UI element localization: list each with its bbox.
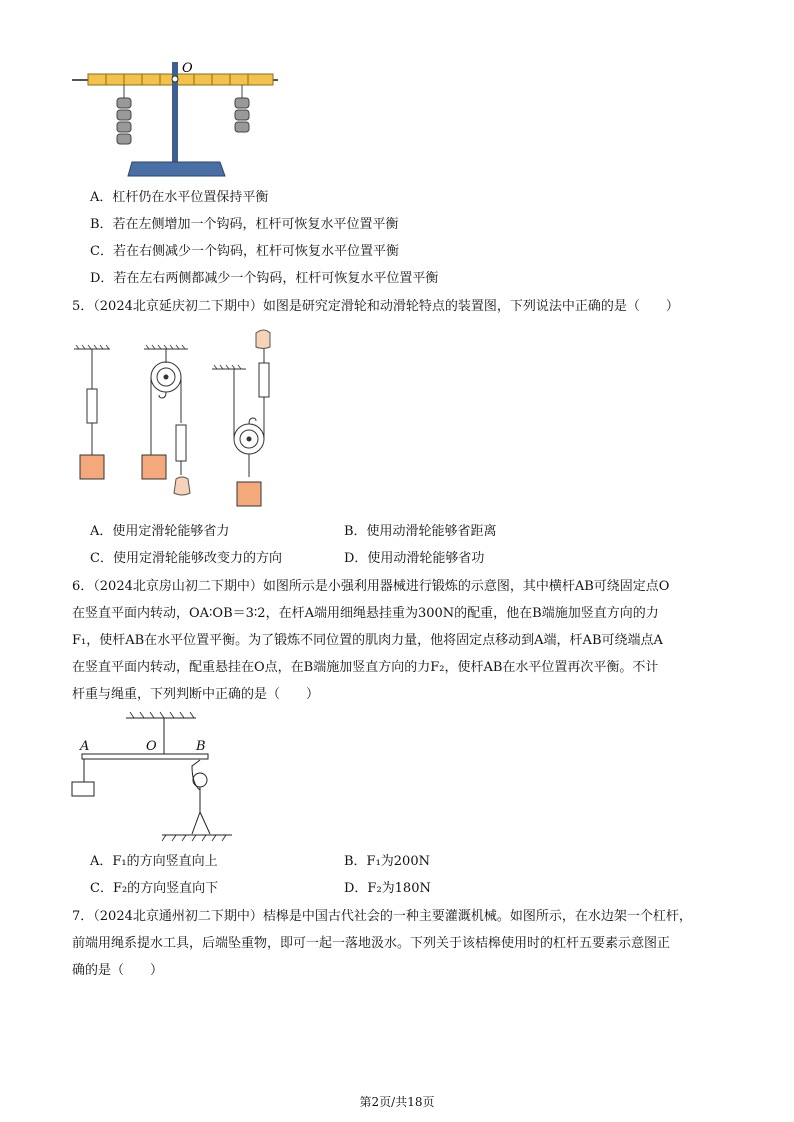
q6-stem-line-2: 在竖直平面内转动，OA∶OB＝3∶2，在杆A端用细绳悬挂重为300N的配重，他在B端施加竖直方向的力 (72, 606, 659, 621)
q4-option-a[interactable]: A．杠杆仍在水平位置保持平衡 (90, 190, 269, 205)
q4-figure (70, 58, 290, 183)
q5-stem: 5．（2024北京延庆初二下期中）如图是研究定滑轮和动滑轮特点的装置图，下列说法中正确的是（ ） (72, 299, 679, 314)
q4-option-d[interactable]: D．若在左右两侧都减少一个钩码，杠杆可恢复水平位置平衡 (90, 271, 439, 286)
point-o-label: O (146, 739, 157, 754)
q5-option-c[interactable]: C．使用定滑轮能够改变力的方向 (90, 551, 282, 566)
point-b-label: B (196, 739, 206, 754)
q6-option-a[interactable]: A．F₁的方向竖直向上 (90, 854, 218, 869)
lever-balance-diagram (70, 58, 290, 183)
point-a-label: A (80, 739, 90, 754)
q7-stem-line-1: 7．（2024北京通州初二下期中）桔槔是中国古代社会的一种主要灌溉机械。如图所示，在水边架一个杠杆， (72, 909, 692, 924)
pivot-label-o: O (182, 61, 193, 76)
page-footer: 第2页/共18页 (359, 1095, 435, 1109)
q5-option-b[interactable]: B．使用动滑轮能够省距离 (344, 524, 497, 539)
q6-option-d[interactable]: D．F₂为180N (344, 881, 431, 896)
q6-option-b[interactable]: B．F₁为200N (344, 854, 430, 869)
q6-stem-line-1: 6．（2024北京房山初二下期中）如图所示是小强利用器械进行锻炼的示意图，其中横杆AB可绕固定点O (72, 579, 670, 594)
pulley-diagram (70, 325, 280, 510)
q6-stem-line-4: 在竖直平面内转动，配重悬挂在O点，在B端施加竖直方向的力F₂，使杆AB在水平位置再次平衡。不计 (72, 660, 659, 675)
q5-figure (70, 325, 280, 510)
q6-figure (68, 710, 248, 845)
q5-option-a[interactable]: A．使用定滑轮能够省力 (90, 524, 230, 539)
q7-stem-line-3: 确的是（ ） (72, 963, 164, 978)
q4-option-c[interactable]: C．若在右侧减少一个钩码，杠杆可恢复水平位置平衡 (90, 244, 399, 259)
q6-stem-line-3: F₁，使杆AB在水平位置平衡。为了锻炼不同位置的肌肉力量，他将固定点移动到A端，杆AB可绕端点A (72, 633, 663, 648)
q7-stem-line-2: 前端用绳系提水工具，后端坠重物，即可一起一落地汲水。下列关于该桔槔使用时的杠杆五要素示意图正 (72, 936, 671, 951)
q6-option-c[interactable]: C．F₂的方向竖直向下 (90, 881, 219, 896)
exercise-lever-diagram (68, 710, 248, 845)
q6-stem-line-5: 杆重与绳重，下列判断中正确的是（ ） (72, 687, 320, 702)
q4-option-b[interactable]: B．若在左侧增加一个钩码，杠杆可恢复水平位置平衡 (90, 217, 399, 232)
q5-option-d[interactable]: D．使用动滑轮能够省功 (344, 551, 485, 566)
